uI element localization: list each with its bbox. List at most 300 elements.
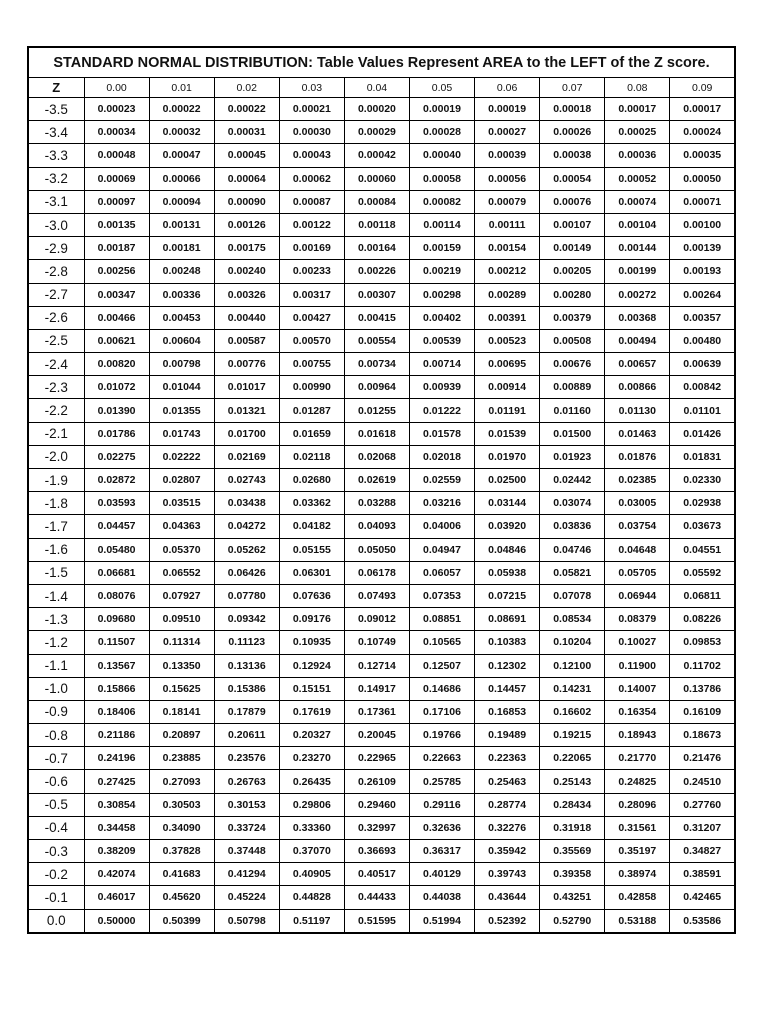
- probability-cell: 0.06301: [279, 561, 344, 584]
- probability-cell: 0.26763: [214, 770, 279, 793]
- probability-cell: 0.01923: [540, 445, 605, 468]
- column-header: 0.05: [409, 78, 474, 98]
- probability-cell: 0.00036: [605, 144, 670, 167]
- probability-cell: 0.00090: [214, 190, 279, 213]
- probability-cell: 0.00122: [279, 213, 344, 236]
- probability-cell: 0.45224: [214, 886, 279, 909]
- probability-cell: 0.17619: [279, 700, 344, 723]
- probability-cell: 0.29460: [344, 793, 409, 816]
- probability-cell: 0.22065: [540, 747, 605, 770]
- table-title: STANDARD NORMAL DISTRIBUTION: Table Values Represent AREA to the LEFT of the Z score.: [28, 47, 735, 78]
- z-value-cell: -2.7: [28, 283, 84, 306]
- probability-cell: 0.00034: [84, 121, 149, 144]
- probability-cell: 0.00114: [409, 213, 474, 236]
- probability-cell: 0.00508: [540, 329, 605, 352]
- probability-cell: 0.16109: [670, 700, 735, 723]
- probability-cell: 0.31561: [605, 816, 670, 839]
- probability-cell: 0.00248: [149, 260, 214, 283]
- probability-cell: 0.00071: [670, 190, 735, 213]
- probability-cell: 0.00064: [214, 167, 279, 190]
- probability-cell: 0.00087: [279, 190, 344, 213]
- probability-cell: 0.01287: [279, 399, 344, 422]
- z-value-cell: -3.5: [28, 98, 84, 121]
- probability-cell: 0.45620: [149, 886, 214, 909]
- probability-cell: 0.00391: [475, 306, 540, 329]
- table-row: [28, 492, 735, 515]
- probability-cell: 0.34827: [670, 840, 735, 863]
- probability-cell: 0.25785: [409, 770, 474, 793]
- probability-cell: 0.03362: [279, 492, 344, 515]
- probability-cell: 0.35197: [605, 840, 670, 863]
- probability-cell: 0.19489: [475, 724, 540, 747]
- probability-cell: 0.01970: [475, 445, 540, 468]
- probability-cell: 0.51197: [279, 909, 344, 933]
- probability-cell: 0.00866: [605, 376, 670, 399]
- probability-cell: 0.37448: [214, 840, 279, 863]
- probability-cell: 0.08851: [409, 608, 474, 631]
- z-value-cell: -1.5: [28, 561, 84, 584]
- probability-cell: 0.11900: [605, 654, 670, 677]
- probability-cell: 0.32636: [409, 816, 474, 839]
- probability-cell: 0.18943: [605, 724, 670, 747]
- probability-cell: 0.08226: [670, 608, 735, 631]
- column-header: 0.00: [84, 78, 149, 98]
- probability-cell: 0.00336: [149, 283, 214, 306]
- probability-cell: 0.00621: [84, 329, 149, 352]
- probability-cell: 0.13786: [670, 677, 735, 700]
- table-row: [28, 584, 735, 607]
- probability-cell: 0.00280: [540, 283, 605, 306]
- probability-cell: 0.21186: [84, 724, 149, 747]
- table-row: [28, 863, 735, 886]
- probability-cell: 0.02442: [540, 469, 605, 492]
- probability-cell: 0.50399: [149, 909, 214, 933]
- probability-cell: 0.00017: [670, 98, 735, 121]
- probability-cell: 0.02118: [279, 445, 344, 468]
- probability-cell: 0.44828: [279, 886, 344, 909]
- z-value-cell: -0.2: [28, 863, 84, 886]
- probability-cell: 0.00842: [670, 376, 735, 399]
- probability-cell: 0.33360: [279, 816, 344, 839]
- probability-cell: 0.01130: [605, 399, 670, 422]
- probability-cell: 0.17879: [214, 700, 279, 723]
- probability-cell: 0.50798: [214, 909, 279, 933]
- probability-cell: 0.52790: [540, 909, 605, 933]
- table-row: [28, 793, 735, 816]
- probability-cell: 0.40129: [409, 863, 474, 886]
- probability-cell: 0.01618: [344, 422, 409, 445]
- probability-cell: 0.40905: [279, 863, 344, 886]
- probability-cell: 0.00676: [540, 353, 605, 376]
- probability-cell: 0.01321: [214, 399, 279, 422]
- probability-cell: 0.20327: [279, 724, 344, 747]
- probability-cell: 0.20897: [149, 724, 214, 747]
- probability-cell: 0.00050: [670, 167, 735, 190]
- z-value-cell: -0.6: [28, 770, 84, 793]
- probability-cell: 0.28096: [605, 793, 670, 816]
- probability-cell: 0.39743: [475, 863, 540, 886]
- probability-cell: 0.00480: [670, 329, 735, 352]
- probability-cell: 0.00939: [409, 376, 474, 399]
- probability-cell: 0.14686: [409, 677, 474, 700]
- probability-cell: 0.19766: [409, 724, 474, 747]
- probability-cell: 0.02500: [475, 469, 540, 492]
- probability-cell: 0.00047: [149, 144, 214, 167]
- z-value-cell: -2.1: [28, 422, 84, 445]
- probability-cell: 0.00019: [475, 98, 540, 121]
- z-value-cell: -1.9: [28, 469, 84, 492]
- z-value-cell: -3.3: [28, 144, 84, 167]
- probability-cell: 0.03288: [344, 492, 409, 515]
- probability-cell: 0.00054: [540, 167, 605, 190]
- probability-cell: 0.00639: [670, 353, 735, 376]
- probability-cell: 0.00402: [409, 306, 474, 329]
- probability-cell: 0.31918: [540, 816, 605, 839]
- probability-cell: 0.29116: [409, 793, 474, 816]
- probability-cell: 0.12714: [344, 654, 409, 677]
- table-row: [28, 260, 735, 283]
- probability-cell: 0.00032: [149, 121, 214, 144]
- column-header: 0.09: [670, 78, 735, 98]
- probability-cell: 0.00035: [670, 144, 735, 167]
- column-header: 0.01: [149, 78, 214, 98]
- probability-cell: 0.09680: [84, 608, 149, 631]
- probability-cell: 0.14231: [540, 677, 605, 700]
- probability-cell: 0.00427: [279, 306, 344, 329]
- probability-cell: 0.00695: [475, 353, 540, 376]
- probability-cell: 0.22363: [475, 747, 540, 770]
- table-row: [28, 515, 735, 538]
- probability-cell: 0.00734: [344, 353, 409, 376]
- probability-cell: 0.18141: [149, 700, 214, 723]
- z-value-cell: -0.5: [28, 793, 84, 816]
- probability-cell: 0.05370: [149, 538, 214, 561]
- probability-cell: 0.38209: [84, 840, 149, 863]
- probability-cell: 0.00029: [344, 121, 409, 144]
- probability-cell: 0.21770: [605, 747, 670, 770]
- probability-cell: 0.38591: [670, 863, 735, 886]
- probability-cell: 0.32276: [475, 816, 540, 839]
- probability-cell: 0.41683: [149, 863, 214, 886]
- probability-cell: 0.00240: [214, 260, 279, 283]
- probability-cell: 0.37828: [149, 840, 214, 863]
- probability-cell: 0.00139: [670, 237, 735, 260]
- probability-cell: 0.05480: [84, 538, 149, 561]
- z-value-cell: -2.8: [28, 260, 84, 283]
- probability-cell: 0.00082: [409, 190, 474, 213]
- column-header: 0.04: [344, 78, 409, 98]
- probability-cell: 0.12302: [475, 654, 540, 677]
- column-header: 0.03: [279, 78, 344, 98]
- probability-cell: 0.03836: [540, 515, 605, 538]
- probability-cell: 0.00523: [475, 329, 540, 352]
- probability-cell: 0.37070: [279, 840, 344, 863]
- probability-cell: 0.00052: [605, 167, 670, 190]
- probability-cell: 0.29806: [279, 793, 344, 816]
- probability-cell: 0.00074: [605, 190, 670, 213]
- column-header: 0.07: [540, 78, 605, 98]
- probability-cell: 0.02680: [279, 469, 344, 492]
- probability-cell: 0.01426: [670, 422, 735, 445]
- z-value-cell: -2.0: [28, 445, 84, 468]
- probability-cell: 0.04182: [279, 515, 344, 538]
- probability-cell: 0.01876: [605, 445, 670, 468]
- probability-cell: 0.14007: [605, 677, 670, 700]
- probability-cell: 0.10565: [409, 631, 474, 654]
- probability-cell: 0.00298: [409, 283, 474, 306]
- probability-cell: 0.44038: [409, 886, 474, 909]
- probability-cell: 0.03074: [540, 492, 605, 515]
- table-row: [28, 561, 735, 584]
- probability-cell: 0.02938: [670, 492, 735, 515]
- z-value-cell: -0.8: [28, 724, 84, 747]
- probability-cell: 0.09342: [214, 608, 279, 631]
- probability-cell: 0.00159: [409, 237, 474, 260]
- probability-cell: 0.00264: [670, 283, 735, 306]
- probability-cell: 0.04648: [605, 538, 670, 561]
- probability-cell: 0.07927: [149, 584, 214, 607]
- probability-cell: 0.00154: [475, 237, 540, 260]
- probability-cell: 0.00038: [540, 144, 605, 167]
- probability-cell: 0.51994: [409, 909, 474, 933]
- probability-cell: 0.00212: [475, 260, 540, 283]
- probability-cell: 0.01500: [540, 422, 605, 445]
- probability-cell: 0.00604: [149, 329, 214, 352]
- probability-cell: 0.00990: [279, 376, 344, 399]
- probability-cell: 0.01539: [475, 422, 540, 445]
- probability-cell: 0.11314: [149, 631, 214, 654]
- probability-cell: 0.00104: [605, 213, 670, 236]
- probability-cell: 0.20045: [344, 724, 409, 747]
- probability-cell: 0.06681: [84, 561, 149, 584]
- probability-cell: 0.13567: [84, 654, 149, 677]
- table-row: [28, 608, 735, 631]
- probability-cell: 0.02068: [344, 445, 409, 468]
- probability-cell: 0.06426: [214, 561, 279, 584]
- probability-cell: 0.38974: [605, 863, 670, 886]
- probability-cell: 0.03515: [149, 492, 214, 515]
- probability-cell: 0.42074: [84, 863, 149, 886]
- table-row: [28, 422, 735, 445]
- probability-cell: 0.00017: [605, 98, 670, 121]
- z-value-cell: -1.2: [28, 631, 84, 654]
- probability-cell: 0.03005: [605, 492, 670, 515]
- probability-cell: 0.46017: [84, 886, 149, 909]
- table-row: [28, 306, 735, 329]
- table-row: [28, 98, 735, 121]
- z-value-cell: -1.8: [28, 492, 84, 515]
- probability-cell: 0.00022: [214, 98, 279, 121]
- probability-cell: 0.00030: [279, 121, 344, 144]
- probability-cell: 0.06944: [605, 584, 670, 607]
- probability-cell: 0.02872: [84, 469, 149, 492]
- probability-cell: 0.00118: [344, 213, 409, 236]
- probability-cell: 0.30854: [84, 793, 149, 816]
- probability-cell: 0.09176: [279, 608, 344, 631]
- z-value-cell: -0.1: [28, 886, 84, 909]
- probability-cell: 0.02330: [670, 469, 735, 492]
- probability-cell: 0.00554: [344, 329, 409, 352]
- table-row: [28, 376, 735, 399]
- probability-cell: 0.00069: [84, 167, 149, 190]
- probability-cell: 0.00317: [279, 283, 344, 306]
- probability-cell: 0.00175: [214, 237, 279, 260]
- probability-cell: 0.34458: [84, 816, 149, 839]
- probability-cell: 0.01255: [344, 399, 409, 422]
- table-row: [28, 445, 735, 468]
- probability-cell: 0.02619: [344, 469, 409, 492]
- probability-cell: 0.00379: [540, 306, 605, 329]
- probability-cell: 0.00539: [409, 329, 474, 352]
- probability-cell: 0.07780: [214, 584, 279, 607]
- probability-cell: 0.24510: [670, 770, 735, 793]
- probability-cell: 0.00107: [540, 213, 605, 236]
- probability-cell: 0.01700: [214, 422, 279, 445]
- probability-cell: 0.13136: [214, 654, 279, 677]
- probability-cell: 0.00094: [149, 190, 214, 213]
- z-column-header: Z: [28, 78, 84, 98]
- probability-cell: 0.03144: [475, 492, 540, 515]
- probability-cell: 0.20611: [214, 724, 279, 747]
- probability-cell: 0.09853: [670, 631, 735, 654]
- probability-cell: 0.07215: [475, 584, 540, 607]
- probability-cell: 0.11507: [84, 631, 149, 654]
- probability-cell: 0.03920: [475, 515, 540, 538]
- probability-cell: 0.51595: [344, 909, 409, 933]
- probability-cell: 0.34090: [149, 816, 214, 839]
- probability-cell: 0.03438: [214, 492, 279, 515]
- probability-cell: 0.02169: [214, 445, 279, 468]
- probability-cell: 0.09510: [149, 608, 214, 631]
- probability-cell: 0.01160: [540, 399, 605, 422]
- probability-cell: 0.00039: [475, 144, 540, 167]
- probability-cell: 0.02018: [409, 445, 474, 468]
- probability-cell: 0.28434: [540, 793, 605, 816]
- probability-cell: 0.08379: [605, 608, 670, 631]
- probability-cell: 0.12507: [409, 654, 474, 677]
- table-row: [28, 329, 735, 352]
- table-row: [28, 654, 735, 677]
- probability-cell: 0.25463: [475, 770, 540, 793]
- probability-cell: 0.08076: [84, 584, 149, 607]
- probability-cell: 0.53586: [670, 909, 735, 933]
- probability-cell: 0.10935: [279, 631, 344, 654]
- table-title-row: [28, 47, 735, 78]
- probability-cell: 0.00056: [475, 167, 540, 190]
- probability-cell: 0.00798: [149, 353, 214, 376]
- probability-cell: 0.53188: [605, 909, 670, 933]
- probability-cell: 0.03593: [84, 492, 149, 515]
- probability-cell: 0.25143: [540, 770, 605, 793]
- probability-cell: 0.00570: [279, 329, 344, 352]
- probability-cell: 0.35942: [475, 840, 540, 863]
- probability-cell: 0.01463: [605, 422, 670, 445]
- probability-cell: 0.00026: [540, 121, 605, 144]
- probability-cell: 0.13350: [149, 654, 214, 677]
- probability-cell: 0.00144: [605, 237, 670, 260]
- probability-cell: 0.00714: [409, 353, 474, 376]
- z-value-cell: -1.1: [28, 654, 84, 677]
- table-row: [28, 886, 735, 909]
- table-row: [28, 909, 735, 933]
- probability-cell: 0.12100: [540, 654, 605, 677]
- probability-cell: 0.00025: [605, 121, 670, 144]
- probability-cell: 0.03216: [409, 492, 474, 515]
- probability-cell: 0.02385: [605, 469, 670, 492]
- probability-cell: 0.22965: [344, 747, 409, 770]
- table-row: [28, 167, 735, 190]
- probability-cell: 0.00028: [409, 121, 474, 144]
- probability-cell: 0.24196: [84, 747, 149, 770]
- table-row: [28, 770, 735, 793]
- probability-cell: 0.00755: [279, 353, 344, 376]
- probability-cell: 0.00453: [149, 306, 214, 329]
- probability-cell: 0.15386: [214, 677, 279, 700]
- probability-cell: 0.02743: [214, 469, 279, 492]
- table-row: [28, 469, 735, 492]
- probability-cell: 0.01191: [475, 399, 540, 422]
- probability-cell: 0.00060: [344, 167, 409, 190]
- probability-cell: 0.30503: [149, 793, 214, 816]
- z-value-cell: -1.4: [28, 584, 84, 607]
- probability-cell: 0.00048: [84, 144, 149, 167]
- probability-cell: 0.00199: [605, 260, 670, 283]
- probability-cell: 0.07636: [279, 584, 344, 607]
- probability-cell: 0.00776: [214, 353, 279, 376]
- probability-cell: 0.07078: [540, 584, 605, 607]
- probability-cell: 0.00440: [214, 306, 279, 329]
- probability-cell: 0.00045: [214, 144, 279, 167]
- table-row: [28, 399, 735, 422]
- probability-cell: 0.00040: [409, 144, 474, 167]
- probability-cell: 0.18673: [670, 724, 735, 747]
- probability-cell: 0.22663: [409, 747, 474, 770]
- probability-cell: 0.00042: [344, 144, 409, 167]
- probability-cell: 0.06811: [670, 584, 735, 607]
- probability-cell: 0.01355: [149, 399, 214, 422]
- probability-cell: 0.42465: [670, 886, 735, 909]
- probability-cell: 0.01017: [214, 376, 279, 399]
- probability-cell: 0.11702: [670, 654, 735, 677]
- probability-cell: 0.00889: [540, 376, 605, 399]
- probability-cell: 0.04947: [409, 538, 474, 561]
- probability-cell: 0.10383: [475, 631, 540, 654]
- probability-cell: 0.36693: [344, 840, 409, 863]
- probability-cell: 0.05705: [605, 561, 670, 584]
- probability-cell: 0.04363: [149, 515, 214, 538]
- probability-cell: 0.01786: [84, 422, 149, 445]
- probability-cell: 0.27425: [84, 770, 149, 793]
- probability-cell: 0.00111: [475, 213, 540, 236]
- probability-cell: 0.01222: [409, 399, 474, 422]
- probability-cell: 0.10204: [540, 631, 605, 654]
- probability-cell: 0.05262: [214, 538, 279, 561]
- table-row: [28, 816, 735, 839]
- probability-cell: 0.00027: [475, 121, 540, 144]
- probability-cell: 0.00272: [605, 283, 670, 306]
- z-value-cell: 0.0: [28, 909, 84, 933]
- probability-cell: 0.00097: [84, 190, 149, 213]
- probability-cell: 0.00024: [670, 121, 735, 144]
- probability-cell: 0.19215: [540, 724, 605, 747]
- probability-cell: 0.00357: [670, 306, 735, 329]
- probability-cell: 0.16853: [475, 700, 540, 723]
- z-value-cell: -3.0: [28, 213, 84, 236]
- probability-cell: 0.43251: [540, 886, 605, 909]
- table-row: [28, 283, 735, 306]
- probability-cell: 0.01044: [149, 376, 214, 399]
- probability-cell: 0.16354: [605, 700, 670, 723]
